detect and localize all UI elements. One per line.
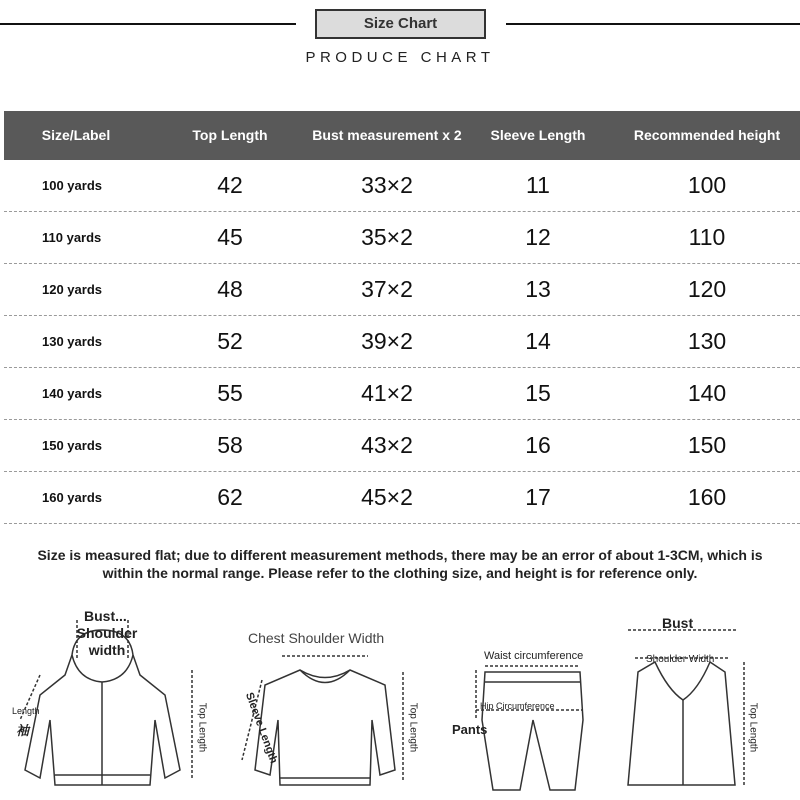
cell-sleeve: 12 bbox=[525, 224, 551, 250]
cell-height: 100 bbox=[687, 172, 727, 198]
table-row bbox=[4, 472, 800, 524]
header-size: Size/Label bbox=[41, 127, 111, 143]
header-rule-left bbox=[0, 23, 296, 25]
cell-bust: 45×2 bbox=[361, 484, 413, 510]
cell-sleeve: 17 bbox=[525, 484, 551, 510]
cell-height: 160 bbox=[687, 484, 727, 510]
cell-height: 140 bbox=[687, 380, 727, 406]
table-row bbox=[4, 368, 800, 420]
header-rule-right bbox=[506, 23, 800, 25]
cell-sleeve: 11 bbox=[526, 172, 550, 198]
header-height: Recommended height bbox=[633, 127, 781, 143]
header-sleeve: Sleeve Length bbox=[490, 127, 586, 143]
cell-size: 110 yards bbox=[42, 230, 102, 245]
header-top-length: Top Length bbox=[192, 127, 268, 143]
cell-top-length: 58 bbox=[217, 432, 243, 458]
page-subtitle: PRODUCE CHART bbox=[305, 49, 495, 66]
cell-size: 120 yards bbox=[42, 282, 102, 297]
cell-height: 130 bbox=[687, 328, 727, 354]
cell-height: 150 bbox=[687, 432, 727, 458]
jacket-shoulder-label: Shoulder width bbox=[76, 625, 138, 658]
cell-top-length: 52 bbox=[217, 328, 243, 354]
table-header bbox=[4, 111, 800, 160]
cell-bust: 37×2 bbox=[361, 276, 413, 302]
cell-top-length: 62 bbox=[217, 484, 243, 510]
jacket-top-length-label: Top Length bbox=[196, 702, 208, 753]
pants-illustration bbox=[476, 666, 583, 790]
page-title: Size Chart bbox=[315, 9, 486, 39]
cell-top-length: 48 bbox=[217, 276, 243, 302]
table-row bbox=[4, 212, 800, 264]
cell-size: 130 yards bbox=[42, 334, 102, 349]
pants-hip-label: Hip Circumference bbox=[480, 701, 555, 711]
vest-top-length-label: Top Length bbox=[747, 702, 759, 753]
size-table bbox=[4, 111, 800, 524]
cell-bust: 39×2 bbox=[361, 328, 413, 354]
cell-bust: 33×2 bbox=[361, 172, 413, 198]
cell-sleeve: 15 bbox=[525, 380, 551, 406]
sweater-illustration bbox=[242, 656, 403, 785]
cell-bust: 43×2 bbox=[361, 432, 413, 458]
table-row bbox=[4, 264, 800, 316]
header bbox=[0, 0, 800, 80]
pants-waist-label: Waist circumference bbox=[484, 650, 584, 662]
table-row bbox=[4, 316, 800, 368]
cell-top-length: 42 bbox=[217, 172, 243, 198]
cell-sleeve: 16 bbox=[525, 432, 551, 458]
measurement-note: Size is measured flat; due to different measurement methods, there may be an error of about 1-3CM, which is within the normal range. Please refer to the clothing size, and height is for reference only. bbox=[37, 547, 763, 581]
header-bust: Bust measurement x 2 bbox=[312, 127, 462, 143]
cell-bust: 35×2 bbox=[361, 224, 413, 250]
cell-size: 140 yards bbox=[42, 386, 102, 401]
pants-label: Pants bbox=[452, 722, 488, 737]
table-row bbox=[4, 160, 800, 212]
jacket-bust-label: Bust... bbox=[84, 608, 127, 624]
sweater-chest-shoulder-label: Chest Shoulder Width bbox=[248, 630, 385, 646]
cell-top-length: 55 bbox=[217, 380, 243, 406]
cell-top-length: 45 bbox=[217, 224, 243, 250]
cell-size: 160 yards bbox=[42, 490, 102, 505]
vest-bust-label: Bust bbox=[662, 615, 694, 631]
vest-shoulder-label: Shoulder Width bbox=[646, 654, 715, 665]
jacket-sleeve-char: 袖 bbox=[16, 723, 30, 738]
cell-sleeve: 14 bbox=[525, 328, 551, 354]
cell-size: 100 yards bbox=[42, 178, 102, 193]
sweater-top-length-label: Top Length bbox=[407, 702, 419, 753]
table-row bbox=[4, 420, 800, 472]
cell-sleeve: 13 bbox=[525, 276, 551, 302]
sweater-sleeve-label: Sleeve Length bbox=[242, 690, 280, 766]
cell-height: 110 bbox=[688, 224, 726, 250]
measurement-figures bbox=[0, 600, 800, 800]
cell-size: 150 yards bbox=[42, 438, 102, 453]
jacket-length-label: Length bbox=[12, 706, 40, 716]
cell-bust: 41×2 bbox=[361, 380, 413, 406]
cell-height: 120 bbox=[687, 276, 727, 302]
